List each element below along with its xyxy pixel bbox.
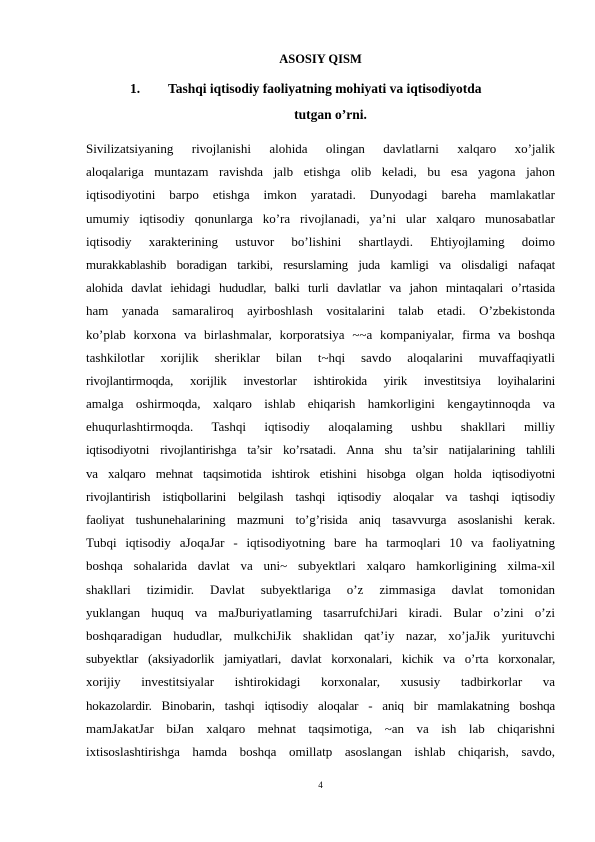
- document-page: [86, 0, 555, 842]
- body-paragraph: [86, 137, 555, 763]
- paragraph-line: boshqa sohalarida davlat va uni~ subyektlari xalqaro hamkorligining xilma-xil: [86, 558, 555, 574]
- heading-text-line1: Tashqi iqtisodiy faoliyatning mohiyati va iqtisodiyotda: [168, 81, 482, 96]
- paragraph-line: mamJakatJar biJan xalqaro mehnat taqsimotiga, ~an va ish lab chiqarishni: [86, 720, 555, 736]
- paragraph-line: Sivilizatsiyaning rivojlanishi alohida olingan davlatlarni xalqaro xo’jalik: [86, 141, 555, 156]
- heading-first-line: [86, 78, 555, 100]
- paragraph-line: umumiy iqtisodiy qonunlarga ko’ra rivojlanadi, ya’ni ular xalqaro munosabatlar: [86, 210, 555, 226]
- paragraph-line: yuklangan huquq va maJburiyatlaming tasarrufchiJari kiradi. Bular o’zini o’zi: [86, 604, 555, 620]
- paragraph-line: iqtisodiyotni rivojlantirishga ta’sir ko’rsatadi. Anna shu ta’sir natijalarining tahlili: [86, 442, 555, 458]
- paragraph-line: boshqaradigan hududlar, mulkchiJik shaklidan qat’iy nazar, xo’jaJik yurituvchi: [86, 627, 555, 643]
- paragraph-line: amalga oshirmoqda, xalqaro ishlab ehiqarish hamkorligini kengaytinnoqda va: [86, 396, 555, 412]
- paragraph-line: subyektlar (aksiyadorlik jamiyatlari, davlat korxonalari, kichik va o’rta korxonalar,: [86, 651, 555, 667]
- paragraph-line: iqtisodiy xarakterining ustuvor bo’lishini shartlaydi. Ehtiyojlaming doimo: [86, 233, 555, 249]
- heading-number: 1.: [130, 81, 141, 96]
- paragraph-line: iqtisodiyotini barpo etishga imkon yaratadi. Dunyodagi bareha mamlakatlar: [86, 187, 555, 203]
- section-title: ASOSIY QISM: [279, 52, 362, 66]
- paragraph-line: shakllari tizimidir. Davlat subyektlariga o’z zimmasiga davlat tomonidan: [86, 581, 555, 597]
- paragraph-line: tashkilotlar xorijlik sheriklar bilan t~hqi savdo aloqalarini muvaffaqiyatli: [86, 349, 555, 365]
- paragraph-line: ham yanada samaraliroq ayirboshlash vositalarini talab etadi. O’zbekistonda: [86, 303, 555, 319]
- paragraph-line: aloqalariga muntazam ravishda jalb etishga olib keladi, bu esa yagona jahon: [86, 164, 555, 180]
- chapter-heading: [86, 78, 555, 126]
- paragraph-line: ko’plab korxona va birlashmalar, korporatsiya ~~a kompaniyalar, firma va boshqa: [86, 326, 555, 342]
- paragraph-line: faoliyat tushunehalarining mazmuni to’g’risida aniq tasavvurga asoslanishi kerak.: [86, 512, 555, 527]
- paragraph-line: ehuqurlashtirmoqda. Tashqi iqtisodiy aloqalaming ushbu shakllari milliy: [86, 419, 555, 435]
- heading-text-line2: tutgan o’rni.: [294, 107, 367, 122]
- paragraph-line: rivojlantirmoqda, xorijlik investorlar ishtirokida yirik investitsiya loyihalarini: [86, 372, 555, 388]
- paragraph-line: hokazolardir. Binobarin, tashqi iqtisodiy aloqalar - aniq bir mamlakatning boshqa: [86, 697, 555, 713]
- paragraph-line: va xalqaro mehnat taqsimotida ishtirok etishini hisobga olgan holda iqtisodiyotni: [86, 465, 555, 481]
- paragraph-line: murakkablashib boradigan tarkibi, resurslaming juda kamligi va olisdaligi nafaqat: [86, 256, 555, 272]
- paragraph-line: alohida davlat iehidagi hududlar, balki turli davlatlar va jahon mintaqalari o’rtasida: [86, 280, 555, 296]
- paragraph-line: rivojlantirish istiqbollarini belgilash tashqi iqtisodiy aloqalar va tashqi iqtisodiy: [86, 488, 555, 504]
- paragraph-line: ixtisoslashtirishga hamda boshqa omillatp asoslangan ishlab chiqarish, savdo,: [86, 743, 555, 759]
- page-number: 4: [318, 780, 323, 790]
- paragraph-line: xorijiy investitsiyalar ishtirokidagi korxonalar, xususiy tadbirkorlar va: [86, 674, 555, 690]
- paragraph-line: Tubqi iqtisodiy aJoqaJar - iqtisodiyotning bare ha tarmoqlari 10 va faoliyatning: [86, 535, 555, 551]
